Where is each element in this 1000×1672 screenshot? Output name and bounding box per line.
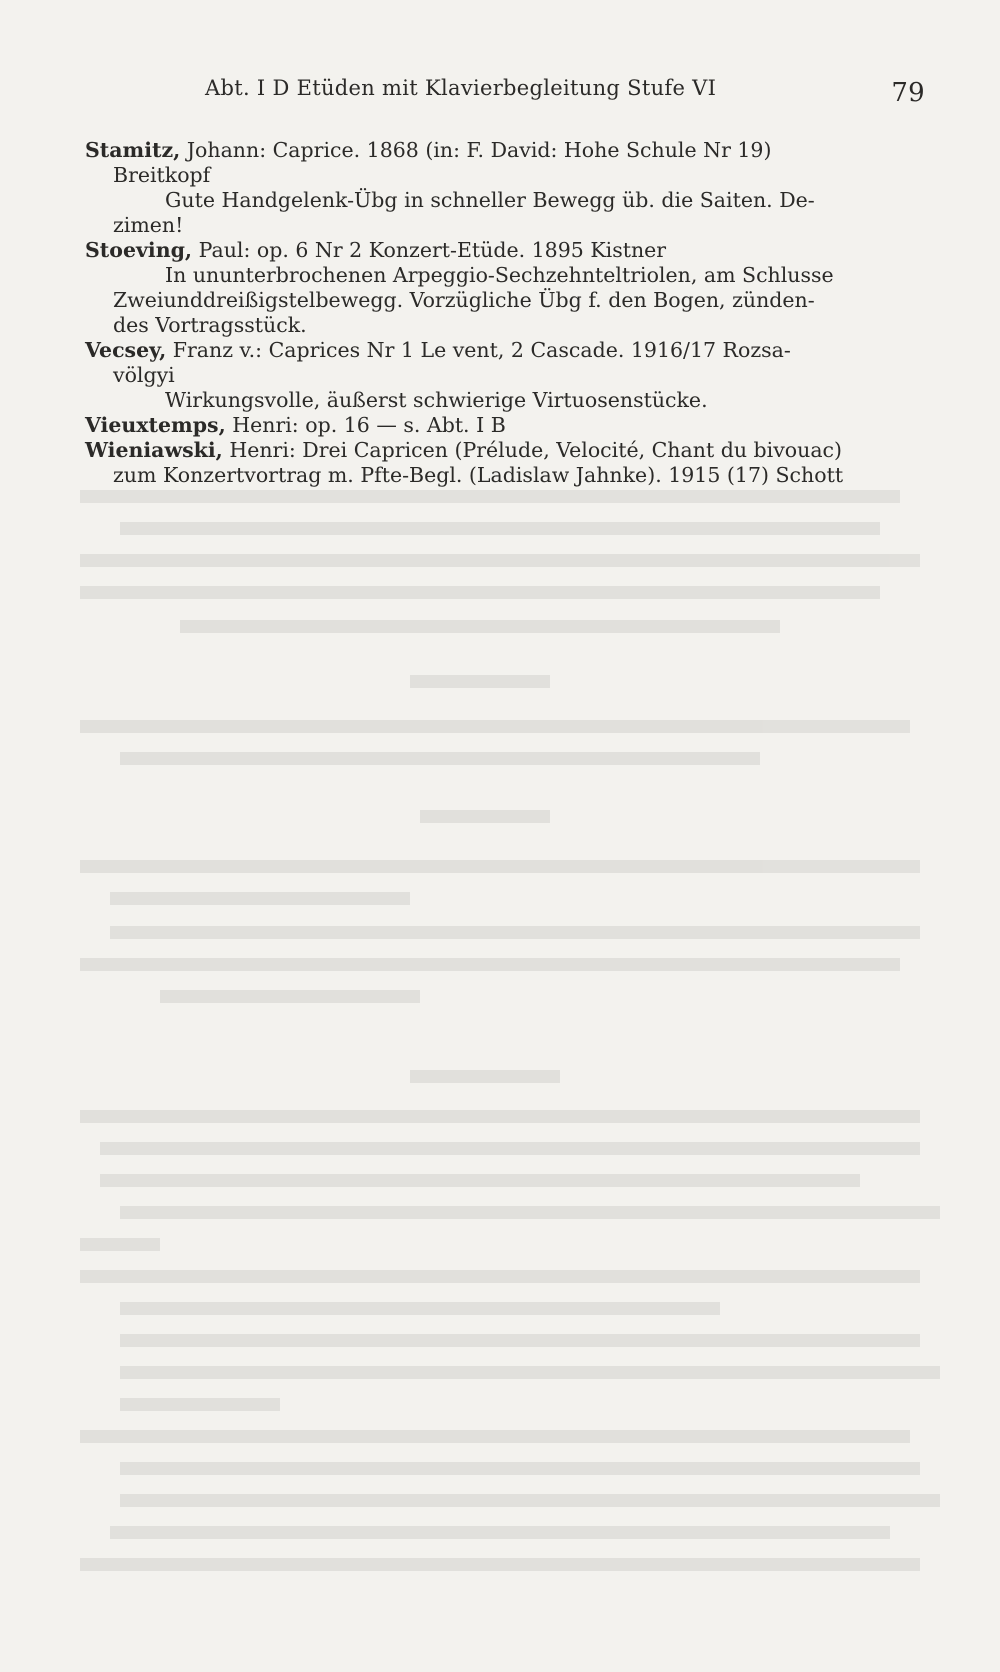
composer-name: Wieniawski, [85, 438, 223, 462]
running-header [205, 76, 925, 108]
entry-title: Henri: op. 16 — s. Abt. I B [225, 413, 506, 437]
entry-note-continuation: des Vortragsstück. [113, 313, 307, 337]
composer-name: Stoeving, [85, 238, 193, 262]
entry-first-line [85, 338, 923, 363]
entry-title: Franz v.: Caprices Nr 1 Le vent, 2 Cascade. 1916/17 Rozsa- [166, 338, 791, 362]
entry-note-continuation: Zweiunddreißigstelbewegg. Vorzügliche Übg f. den Bogen, zünden- [113, 288, 815, 312]
entry-note: In ununterbrochenen Arpeggio-Sechzehnteltriolen, am Schlusse [165, 263, 834, 287]
entry-continuation: völgyi [113, 363, 175, 387]
composer-name: Vecsey, [85, 338, 167, 362]
entry-list [85, 138, 923, 488]
catalog-entry [85, 413, 923, 438]
catalog-entry [85, 138, 923, 238]
entry-title: Paul: op. 6 Nr 2 Konzert-Etüde. 1895 Kistner [192, 238, 667, 262]
catalog-entry [85, 338, 923, 413]
entry-first-line [85, 438, 923, 463]
entry-continuation: Breitkopf [113, 163, 211, 187]
entry-title: Johann: Caprice. 1868 (in: F. David: Hohe Schule Nr 19) [180, 138, 772, 162]
entry-note: Gute Handgelenk-Übg in schneller Bewegg üb. die Saiten. De- [165, 188, 815, 212]
entry-first-line [85, 138, 923, 163]
entry-note: Wirkungsvolle, äußerst schwierige Virtuosenstücke. [165, 388, 708, 412]
entry-note-continuation: zimen! [113, 213, 184, 237]
catalog-entry [85, 238, 923, 338]
composer-name: Vieuxtemps, [85, 413, 226, 437]
entry-first-line [85, 238, 923, 263]
entry-continuation: zum Konzertvortrag m. Pfte-Begl. (Ladislaw Jahnke). 1915 (17) Schott [113, 463, 844, 487]
composer-name: Stamitz, [85, 138, 181, 162]
running-title: Abt. I D Etüden mit Klavierbegleitung Stufe VI [205, 76, 717, 100]
entry-title: Henri: Drei Capricen (Prélude, Velocité, Chant du bivouac) [222, 438, 843, 462]
entry-first-line [85, 413, 923, 438]
bleed-through-texture [80, 470, 930, 1600]
page-number: 79 [891, 78, 925, 108]
catalog-entry [85, 438, 923, 488]
